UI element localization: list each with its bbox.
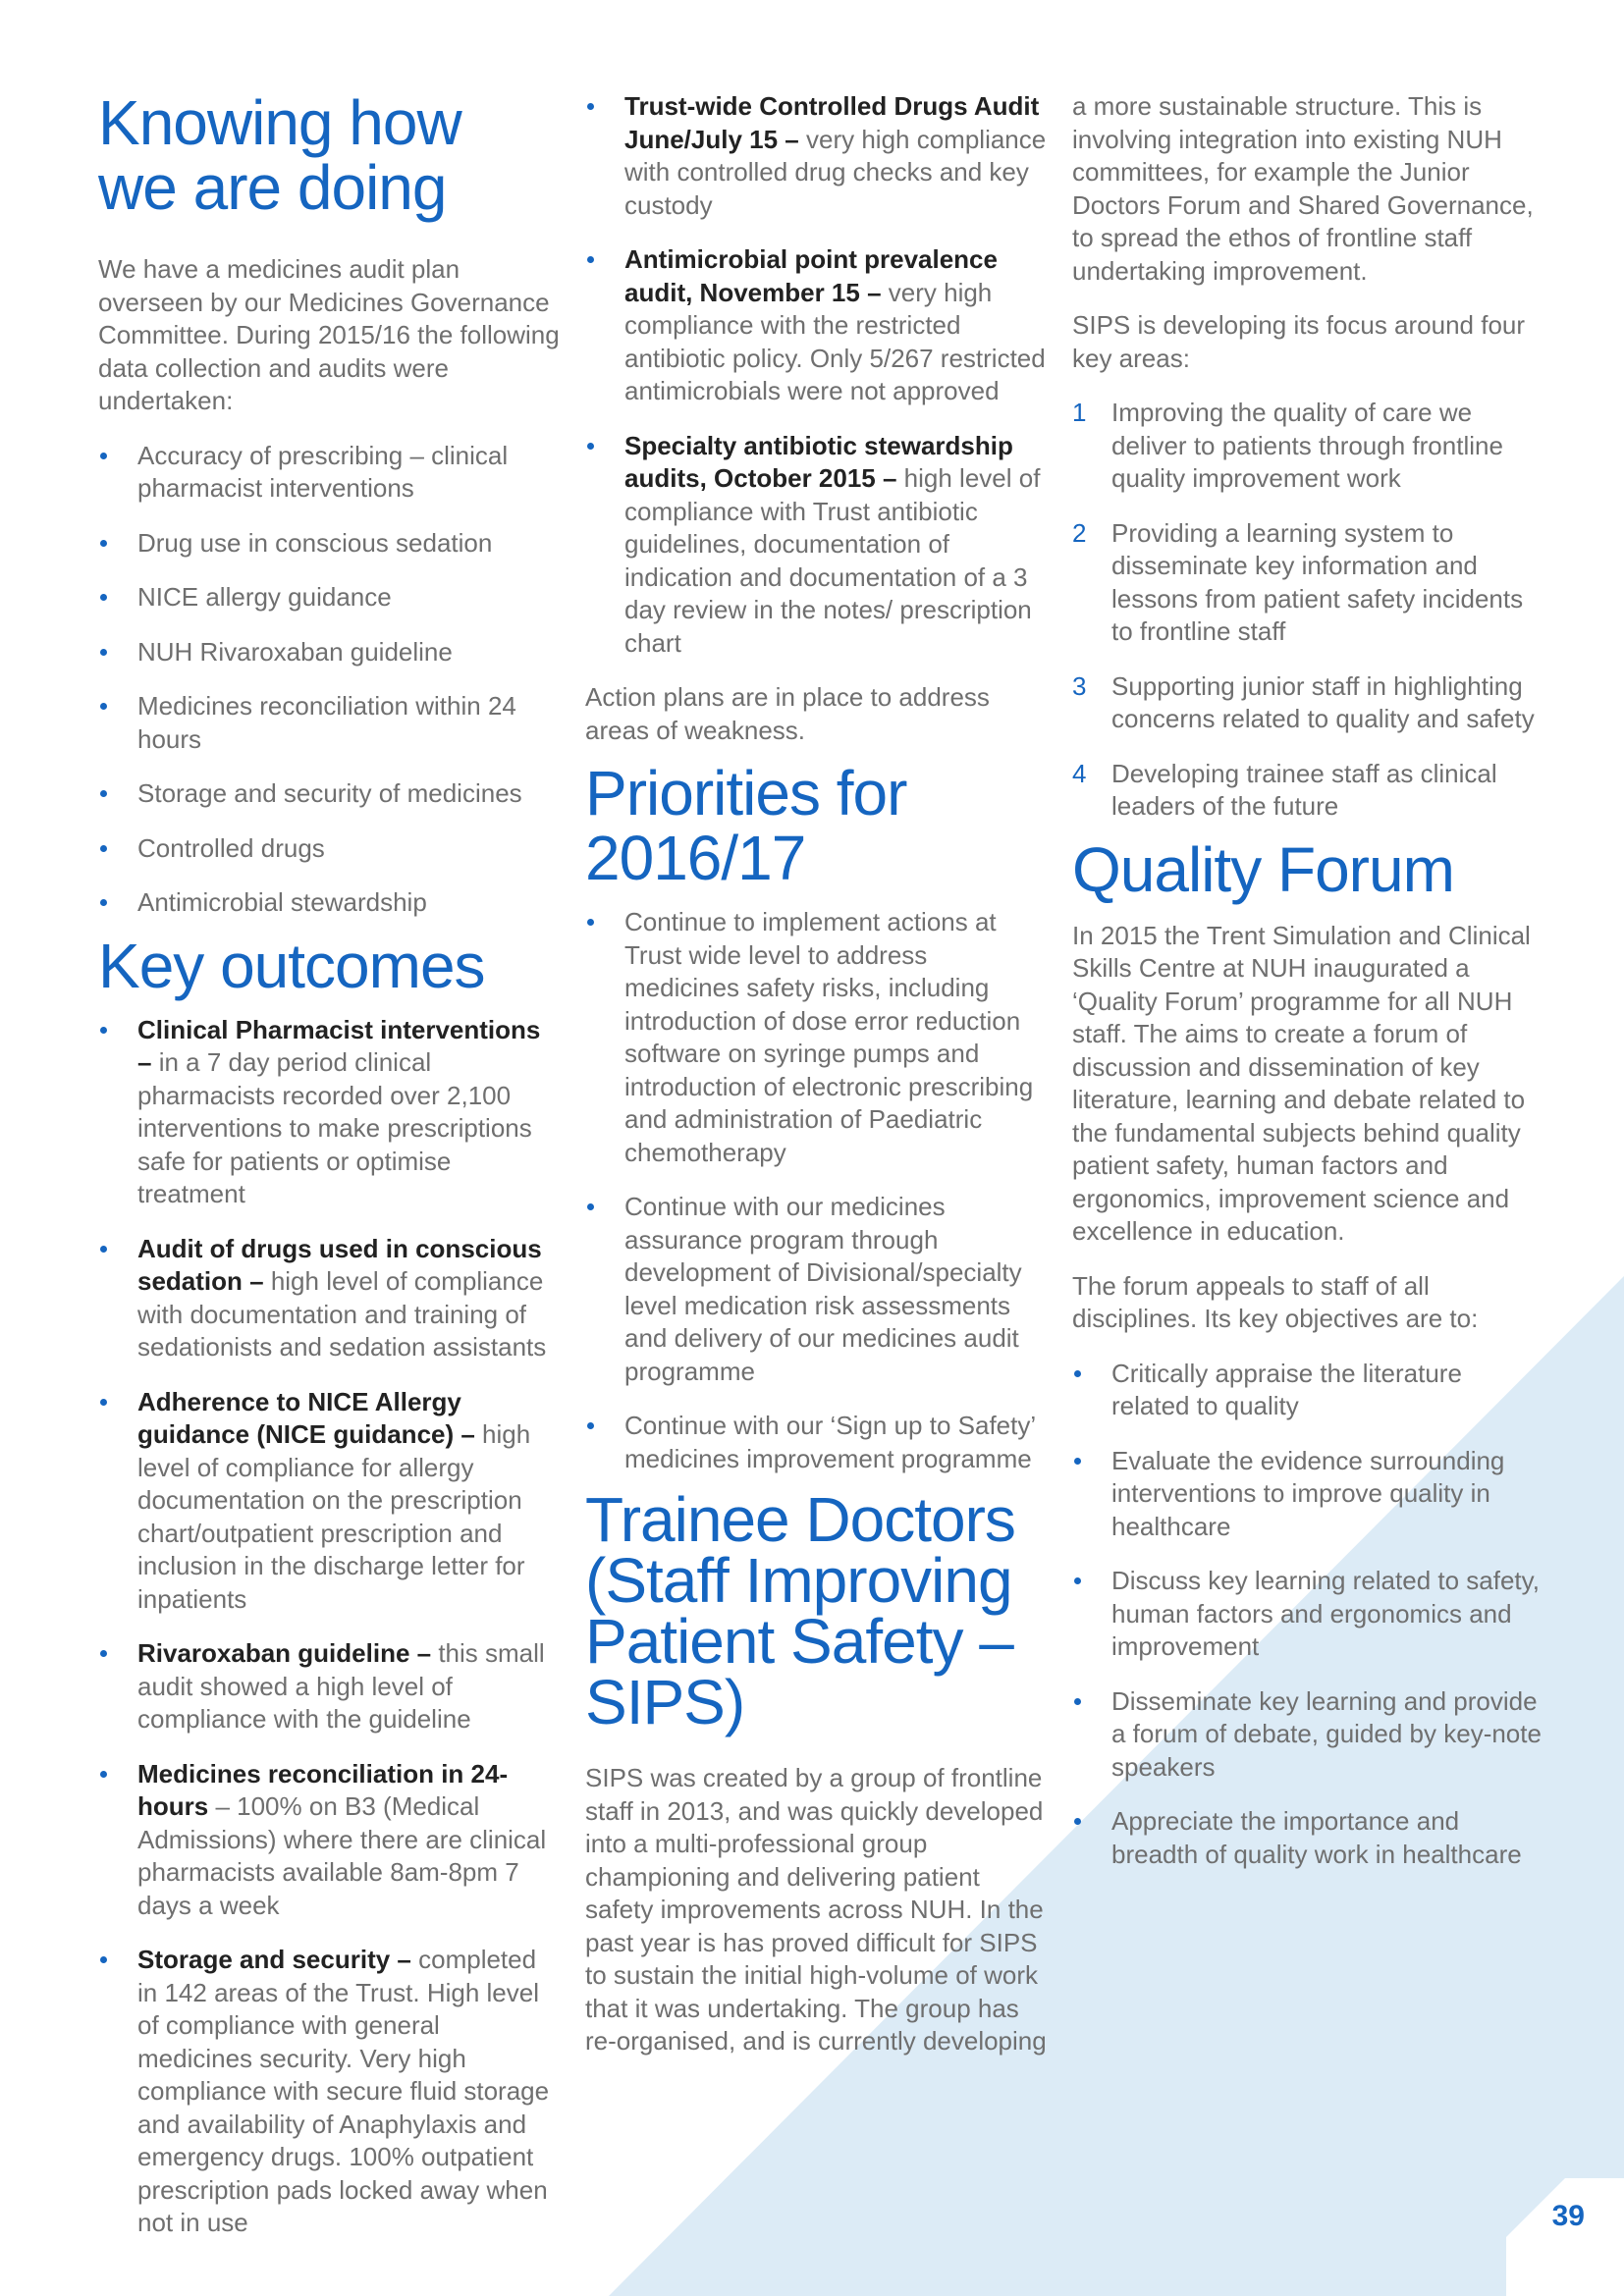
heading-line: Priorities for (585, 758, 907, 828)
heading-line: Trainee Doctors (585, 1484, 1015, 1555)
item-text: high level of compliance with documentation and training of sedationists and sedation assistants (137, 1266, 547, 1362)
priorities-list (585, 906, 1047, 1475)
item-bold: Storage and security – (137, 1945, 411, 1974)
list-item: Controlled drugs (98, 832, 560, 866)
list-item (98, 1758, 560, 1923)
item-text: Supporting junior staff in highlighting concerns related to quality and safety (1111, 670, 1535, 733)
forum-objectives-intro: The forum appeals to staff of all disciplines. Its key objectives are to: (1072, 1270, 1479, 1333)
key-outcomes-heading: Key outcomes (98, 930, 485, 1001)
list-number: 3 (1072, 670, 1087, 701)
item-text: this small audit showed a high level of compliance with the guideline (137, 1638, 545, 1734)
item-bold: Medicines reconciliation in 24-hours (137, 1758, 509, 1821)
item-bold: Clinical Pharmacist interventions – (137, 1014, 541, 1077)
item-text: in a 7 day period clinical pharmacists recorded over 2,100 interventions to make prescriptions safe for patients or optimise treatment (137, 1047, 532, 1208)
list-item: NUH Rivaroxaban guideline (98, 636, 560, 669)
list-item: Appreciate the importance and breadth of quality work in healthcare (1072, 1805, 1543, 1871)
list-item (1072, 517, 1543, 649)
item-text: – 100% on B3 (Medical Admissions) where there are clinical pharmacists available 8am-8pm 7 days a week (137, 1791, 547, 1920)
item-text: completed in 142 areas of the Trust. High level of compliance with general medicines security. Very high compliance with secure fluid storage and availability of Anaphylaxis and emergency drugs. 100% outpatient prescription pads locked away when not in use (137, 1945, 550, 2237)
item-text: Improving the quality of care we deliver to patients through frontline quality improvement work (1111, 398, 1503, 493)
list-item: Antimicrobial stewardship (98, 886, 560, 920)
trainee-doctors-heading (585, 1484, 1047, 1737)
heading-line: 2016/17 (585, 823, 806, 893)
list-item: Disseminate key learning and provide a forum of debate, guided by key-note speakers (1072, 1685, 1543, 1785)
list-number: 4 (1072, 758, 1087, 788)
sips-body-continued: a more sustainable structure. This is involving integration into existing NUH committees, for example the Junior Doctors Forum and Shared Governance, to spread the ethos of frontline staff undertaking improvement. (1072, 91, 1534, 286)
list-item: Accuracy of prescribing – clinical pharmacist interventions (98, 440, 560, 506)
sips-focus-list (1072, 397, 1543, 824)
list-item (1072, 670, 1543, 736)
item-bold: Antimicrobial point prevalence audit, November 15 – (624, 244, 998, 307)
list-item (98, 1386, 560, 1617)
item-text: Developing trainee staff as clinical leaders of the future (1111, 758, 1497, 821)
item-bold: Specialty antibiotic stewardship audits, October 2015 – (624, 430, 1013, 493)
list-item: NICE allergy guidance (98, 581, 560, 614)
page-corner-shape (1506, 2178, 1624, 2296)
knowing-how-heading (98, 87, 560, 223)
item-text: very high compliance with the restricted antibiotic policy. Only 5/267 restricted antimicrobials were not approved (624, 277, 1046, 405)
item-text: very high compliance with controlled drug checks and key custody (624, 124, 1047, 220)
quality-forum-body: In 2015 the Trent Simulation and Clinical Skills Centre at NUH inaugurated a ‘Quality Forum’ programme for all NUH staff. The aims to create a forum of discussion and dissemination of key literature, learning and debate related to the fundamental subjects behind quality patient safety, human factors and ergonomics, improvement science and excellence in education. (1072, 920, 1531, 1246)
priorities-heading (585, 758, 1047, 893)
quality-forum-heading: Quality Forum (1072, 833, 1454, 905)
audit-plan-intro: We have a medicines audit plan overseen by our Medicines Governance Committee. During 2015/16 the following data collection and audits were undertaken: (98, 254, 560, 415)
forum-objectives-list (1072, 1358, 1543, 1872)
list-number: 2 (1072, 517, 1087, 548)
item-bold: Trust-wide Controlled Drugs Audit June/July 15 – (624, 91, 1040, 154)
list-item (98, 1233, 560, 1364)
item-bold: Adherence to NICE Allergy guidance (NICE guidance) – (137, 1386, 475, 1449)
column-2 (585, 90, 1047, 2058)
column-3 (1072, 90, 1543, 1871)
list-item (98, 1944, 560, 2240)
action-plans-text: Action plans are in place to address areas of weakness. (585, 682, 990, 745)
list-item: Continue to implement actions at Trust wide level to address medicines safety risks, including introduction of dose error reduction software on syringe pumps and introduction of electronic prescribing and administration of Paediatric chemotherapy (585, 906, 1047, 1169)
list-item (585, 243, 1047, 408)
list-item (1072, 397, 1543, 496)
heading-line: Patient Safety – (585, 1606, 1013, 1677)
key-outcomes-list-continued (585, 90, 1047, 660)
audit-list (98, 440, 560, 920)
list-item (98, 1014, 560, 1211)
list-item (585, 430, 1047, 661)
list-item: Discuss key learning related to safety, human factors and ergonomics and improvement (1072, 1565, 1543, 1664)
list-item: Drug use in conscious sedation (98, 527, 560, 561)
column-1 (98, 87, 560, 2240)
list-item (98, 1637, 560, 1736)
item-bold: Rivaroxaban guideline – (137, 1638, 432, 1668)
list-item: Storage and security of medicines (98, 777, 560, 811)
list-item (1072, 758, 1543, 824)
list-item: Critically appraise the literature related to quality (1072, 1358, 1543, 1423)
list-item: Medicines reconciliation within 24 hours (98, 690, 560, 756)
heading-line: Knowing how (98, 87, 461, 158)
list-item (585, 90, 1047, 222)
list-item: Continue with our ‘Sign up to Safety’ medicines improvement programme (585, 1410, 1047, 1475)
list-number: 1 (1072, 398, 1087, 427)
heading-line: SIPS) (585, 1667, 745, 1737)
key-outcomes-list (98, 1014, 560, 2240)
item-text: Providing a learning system to disseminate key information and lessons from patient safety incidents to frontline staff (1111, 517, 1524, 646)
list-item: Evaluate the evidence surrounding interventions to improve quality in healthcare (1072, 1445, 1543, 1544)
sips-focus-intro: SIPS is developing its focus around four key areas: (1072, 310, 1526, 373)
item-text: high level of compliance with Trust antibiotic guidelines, documentation of indication and documentation of a 3 day review in the notes/ prescription chart (624, 463, 1041, 658)
list-item: Continue with our medicines assurance program through development of Divisional/specialty level medication risk assessments and delivery of our medicines audit programme (585, 1191, 1047, 1388)
sips-body: SIPS was created by a group of frontline staff in 2013, and was quickly developed into a multi-professional group championing and delivering patient safety improvements across NUH. In the past year is has proved difficult for SIPS to sustain the initial high-volume of work that it was undertaking. The group has re-organised, and is currently developing (585, 1763, 1047, 2056)
item-text: high level of compliance for allergy documentation on the prescription chart/outpatient prescription and inclusion in the discharge letter for inpatients (137, 1419, 531, 1614)
item-bold: Audit of drugs used in conscious sedation – (137, 1233, 542, 1296)
page-number: 39 (1551, 2200, 1585, 2232)
heading-line: (Staff Improving (585, 1545, 1012, 1616)
heading-line: we are doing (98, 152, 447, 223)
